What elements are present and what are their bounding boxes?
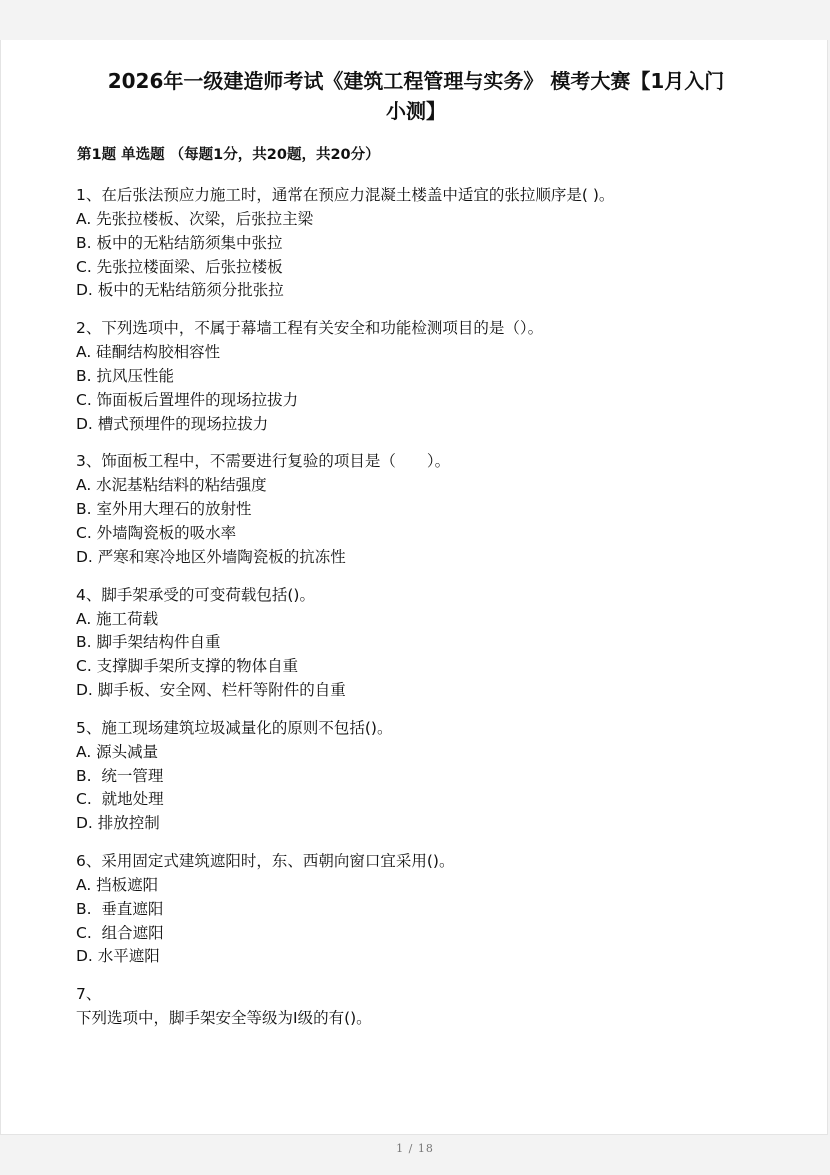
- option-d: D. 槽式预埋件的现场拉拔力: [76, 414, 269, 433]
- option-b: B. 板中的无粘结筋须集中张拉: [76, 233, 283, 252]
- question-4: [76, 583, 776, 703]
- title-line-2: 小测】: [386, 99, 446, 123]
- option-d: D. 板中的无粘结筋须分批张拉: [76, 281, 284, 300]
- title-line-1: 2026年一级建造师考试《建筑工程管理与实务》 模考大赛【1月入门: [107, 69, 725, 93]
- option-b: B. 抗风压性能: [76, 366, 174, 385]
- option-c: C. 外墙陶瓷板的吸水率: [76, 523, 237, 542]
- option-a: A. 源头减量: [76, 742, 159, 761]
- option-a: A. 先张拉楼板、次梁，后张拉主梁: [76, 210, 314, 228]
- option-c: C. 支撑脚手架所支撑的物体自重: [76, 657, 299, 676]
- question-text: 2、下列选项中，不属于幕墙工程有关安全和功能检测项目的是（）。: [76, 319, 544, 338]
- option-c: C. 就地处理: [76, 790, 164, 809]
- question-3: [76, 449, 776, 569]
- option-b: B. 室外用大理石的放射性: [76, 500, 252, 519]
- option-d: D. 排放控制: [76, 814, 160, 833]
- document-title: [61, 66, 771, 126]
- question-text: 1、在后张法预应力施工时，通常在预应力混凝土楼盖中适宜的张拉顺序是( )。: [76, 186, 615, 204]
- option-c: C. 先张拉楼面梁、后张拉楼板: [76, 257, 283, 276]
- question-1: [76, 183, 776, 303]
- option-b: B. 垂直遮阳: [76, 899, 164, 918]
- option-a: A. 施工荷载: [76, 609, 159, 628]
- option-d: D. 水平遮阳: [76, 947, 160, 966]
- option-c: C. 组合遮阳: [76, 923, 164, 942]
- option-b: B. 统一管理: [76, 766, 164, 785]
- question-text: 6、采用固定式建筑遮阳时，东、西朝向窗口宜采用()。: [76, 851, 455, 870]
- question-5: [76, 716, 776, 836]
- question-text: 下列选项中，脚手架安全等级为I级的有()。: [76, 1009, 372, 1028]
- option-b: B. 脚手架结构件自重: [76, 633, 221, 652]
- section-header: 第1题 单选题 （每题1分，共20题，共20分）: [77, 147, 380, 163]
- question-text: 5、施工现场建筑垃圾减量化的原则不包括()。: [76, 718, 393, 737]
- option-a: A. 水泥基粘结料的粘结强度: [76, 476, 267, 495]
- page-indicator: 1 / 18: [396, 1142, 434, 1155]
- option-c: C. 饰面板后置埋件的现场拉拔力: [76, 390, 299, 409]
- option-d: D. 脚手板、安全网、栏杆等附件的自重: [76, 680, 346, 699]
- question-list: [76, 183, 776, 1044]
- question-6: [76, 849, 776, 969]
- question-number: 7、: [76, 985, 102, 1004]
- question-7: [76, 982, 776, 1031]
- document-page: [0, 40, 828, 1135]
- question-text: 3、饰面板工程中，不需要进行复验的项目是（ ）。: [76, 452, 451, 471]
- question-2: [76, 316, 776, 436]
- option-a: A. 挡板遮阳: [76, 875, 159, 894]
- option-d: D. 严寒和寒冷地区外墙陶瓷板的抗冻性: [76, 547, 346, 566]
- question-text: 4、脚手架承受的可变荷载包括()。: [76, 585, 315, 604]
- option-a: A. 硅酮结构胶相容性: [76, 343, 221, 362]
